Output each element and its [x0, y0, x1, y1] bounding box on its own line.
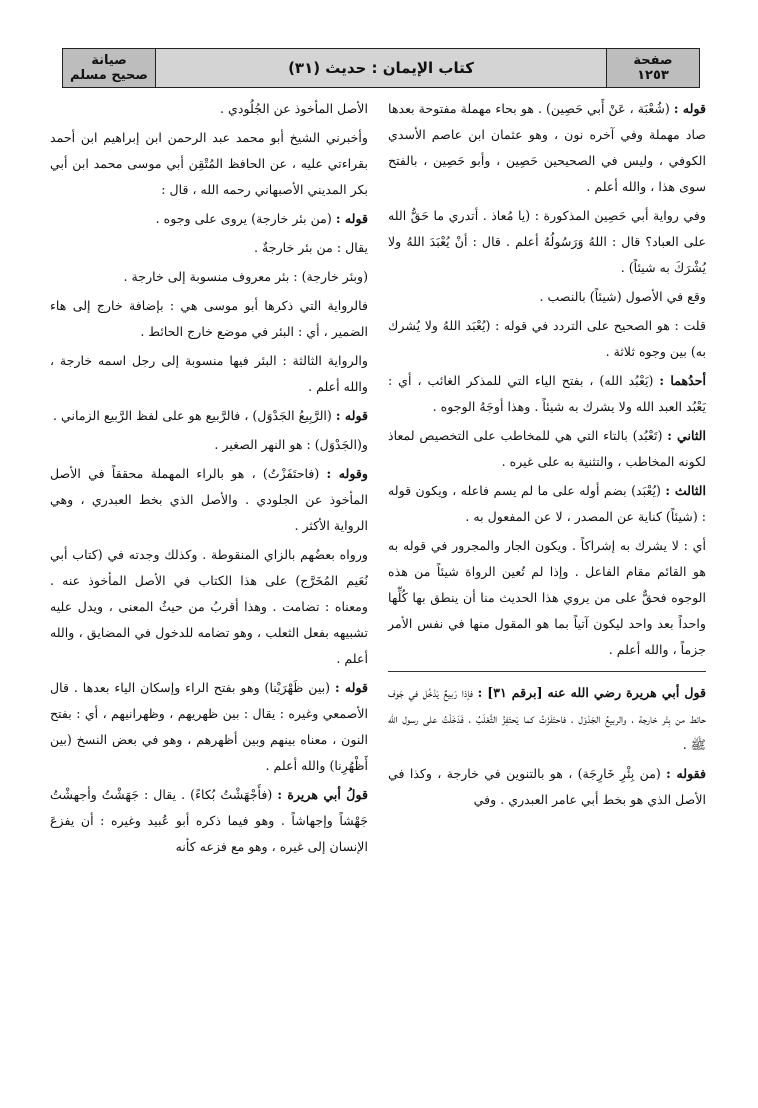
paragraph-text: (وبئر خارجة) : بئر معروف منسوبة إلى خارجة . — [123, 269, 368, 284]
paragraph — [50, 264, 368, 290]
book-title-line2: صحيح مسلم — [70, 68, 148, 83]
paragraph-text: (الرَّبِيعُ الجَدْوَل) ، فالرَّبيع هو على لفظ الرَّبيع الزماني . — [53, 408, 336, 423]
left-text-column — [50, 96, 368, 1096]
paragraph-text: فإذا رَبيعٌ يَدْخُل في جَوف حائط من بِئْر خارجة ، والربيعُ الجَدْوَل ، فاحتَفَزْتُ كما يَحتَفِزُ الثَّعْلَبُ ، فَدَخَلْتُ على رسول الله ﷺ . — [388, 685, 706, 752]
paragraph-text: وأخبرني الشيخ أبو محمد عبد الرحمن ابن إبراهيم ابن أحمد بقراءتي عليه ، عن الحافظ المُتْقِن أبي موسى محمد ابن أبي بكر المديني الأصبهاني رحمه الله ، قال : — [50, 130, 368, 197]
paragraph-text: (فأَجْهَشْتُ بُكاءً) . يقال : جَهَشْتُ وأجهشْتُ جَهْشاً وإجهاشاً . وهو فيما ذكره أبو عُبيد وغيره : أن يفزعَ الإنسان إلى غيره ، وهو مع فزعه كأنه — [50, 787, 368, 854]
paragraph — [50, 403, 368, 429]
paragraph-lead: قولُ أبي هريرة : — [277, 787, 368, 802]
paragraph-lead: الثالث : — [665, 483, 706, 498]
paragraph-text: يقال : من بئر خارجةٌ . — [254, 240, 368, 255]
paragraph-text: قلت : هو الصحيح على التردد في قوله : (يُعْبَد اللهُ ولا يُشرك به) بين وجوه ثلاثة . — [388, 318, 706, 359]
paragraph-text: (شُعْبَة ، عَنْ أَبي حَصِين) . هو بحاء مهملة مفتوحة بعدها صاد مهملة وفي آخره نون ، وهو عثمان ابن عاصم الأسدي الكوفي ، وليس في الصحيحين حَصِين ، وأبو حَصِين ، بالفتح سوى هذا ، والله أعلم . — [388, 101, 706, 194]
paragraph-text: والرواية الثالثة : البئر فيها منسوبة إلى رجل اسمه خارجة ، والله أعلم . — [50, 353, 368, 394]
paragraph — [50, 782, 368, 860]
paragraph — [50, 206, 368, 232]
paragraph-lead: أحدُهما : — [659, 373, 707, 388]
paragraph — [50, 348, 368, 400]
paragraph — [50, 293, 368, 345]
section-divider — [388, 671, 706, 672]
paragraph — [50, 125, 368, 203]
paragraph-text: و(الجَدْوَل) : هو النهر الصغير . — [214, 437, 368, 452]
paragraph — [50, 432, 368, 458]
paragraph — [388, 203, 706, 281]
paragraph-text: ورواه بعضُهم بالزاي المنقوطة . وكذلك وجدته في (كتاب أبي نُعَيم المُخَرَّج) على هذا الكتاب في الأصل المأخوذ عنه . ومعناه : تضامت . وهذا أقربُ من حيثُ المعنى ، ويدل عليه تشبيهه بفعل الثعلب ، وهو تضامه للدخول في المضايق ، والله أعلم . — [50, 547, 368, 666]
paragraph — [388, 423, 706, 475]
paragraph — [50, 235, 368, 261]
paragraph-text: (من بئر خارجة) يروى على وجوه . — [155, 211, 336, 226]
paragraph-text: وفي رواية أبي حَصِين المذكورة : (يا مُعاذ . أتدري ما حَقُّ الله على العباد؟ قال : اللهُ وَرَسُولُهُ أعلم . قال : أنْ يُعْبَدَ اللهُ ولا يُشْرَكَ به شيئاً) . — [388, 208, 706, 275]
paragraph-lead: وقوله : — [326, 466, 368, 481]
page-label: صفحة — [633, 53, 673, 68]
paragraph-text: فالرواية التي ذكرها أبو موسى هي : بإضافة خارج إلى هاء الضمير ، أي : البئر في موضع خارج الحائط . — [50, 298, 368, 339]
paragraph-text: (فاحتَفَزْتُ) ، هو بالراء المهملة محققاً في الأصل المأخوذ عن الجلودي . والأصل الذي بخط العبدري ، وهي الرواية الأكثر . — [50, 466, 368, 533]
paragraph-text: أي : لا يشرك به إشراكاً . ويكون الجار والمجرور في قوله به هو القائم مقام الفاعل . وإذا لم تُعين الرواة شيئاً من هذه الوجوه فحقٌّ على من يروي هذا الحديث منا أن ينطق بها كُلِّها واحداً بعد واحد ليكون آتياً بما هو المقول منها في نفس الأمر جزماً ، والله أعلم . — [388, 538, 706, 657]
paragraph — [388, 313, 706, 365]
paragraph — [388, 761, 706, 813]
paragraph — [388, 478, 706, 530]
paragraph-text: (تَعْبُد) بالتاء التي هي للمخاطب على التخصيص لمعاذ لكونه المخاطب ، والتثنية به على غيره . — [388, 428, 706, 469]
paragraph-text: وقع في الأصول (شيئاً) بالنصب . — [539, 289, 706, 304]
paragraph-text: (بين ظَهْرَيْنا) وهو بفتح الراء وإسكان الياء بعدها . قال الأصمعي وغيره : يقال : بين ظهريهم ، وظهرانيهم ، أي : بفتح النون ، معناه بينهم وبين أظهرهم ، وهو في بعض النسخ (بين أَظْهُرِنا) والله أعلم . — [50, 680, 368, 773]
paragraph — [388, 533, 706, 663]
paragraph — [388, 284, 706, 310]
paragraph — [388, 96, 706, 200]
paragraph-lead: قوله : — [335, 408, 368, 423]
book-title-box — [63, 49, 156, 87]
paragraph-text: (يُعْبَد) بضم أوله على ما لم يسم فاعله ، ويكون قوله : (شيئاً) كناية عن المصدر ، لا عن المفعول به . — [388, 483, 706, 524]
right-text-column — [388, 96, 706, 1096]
paragraph-lead: قول أبي هريرة رضي الله عنه [برقم ٣١] : — [477, 685, 707, 700]
paragraph — [388, 368, 706, 420]
paragraph-text: الأصل المأخوذ عن الجُلُودي . — [220, 101, 368, 116]
chapter-title: كتاب الإيمان : حديث (٣١) — [288, 59, 474, 77]
paragraph — [50, 542, 368, 672]
paragraph-text: (يَعْبُد الله) ، بفتح الياء التي للمذكر الغائب ، أي : يَعْبُد العبد الله ولا يشرك به شيئاً . وهذا أوجَهُ الوجوه . — [388, 373, 706, 414]
book-title-line1: صيانة — [91, 53, 127, 68]
page-header — [62, 48, 700, 88]
paragraph-lead: قوله : — [334, 680, 368, 695]
paragraph-lead: قوله : — [673, 101, 706, 116]
paragraph-lead: الثاني : — [667, 428, 706, 443]
paragraph — [50, 461, 368, 539]
paragraph — [50, 96, 368, 122]
paragraph-lead: فقوله : — [666, 766, 706, 781]
paragraph-text: (من بِئْرِ خَارِجَة) ، هو بالتنوين في خارجة ، وكذا في الأصل الذي هو بخط أبي عامر العبدري . وفي — [388, 766, 706, 807]
page-number: ١٢٥٣ — [637, 68, 669, 83]
paragraph — [388, 680, 706, 758]
paragraph-lead: قوله : — [335, 211, 368, 226]
page-number-box — [606, 49, 699, 87]
paragraph — [50, 675, 368, 779]
